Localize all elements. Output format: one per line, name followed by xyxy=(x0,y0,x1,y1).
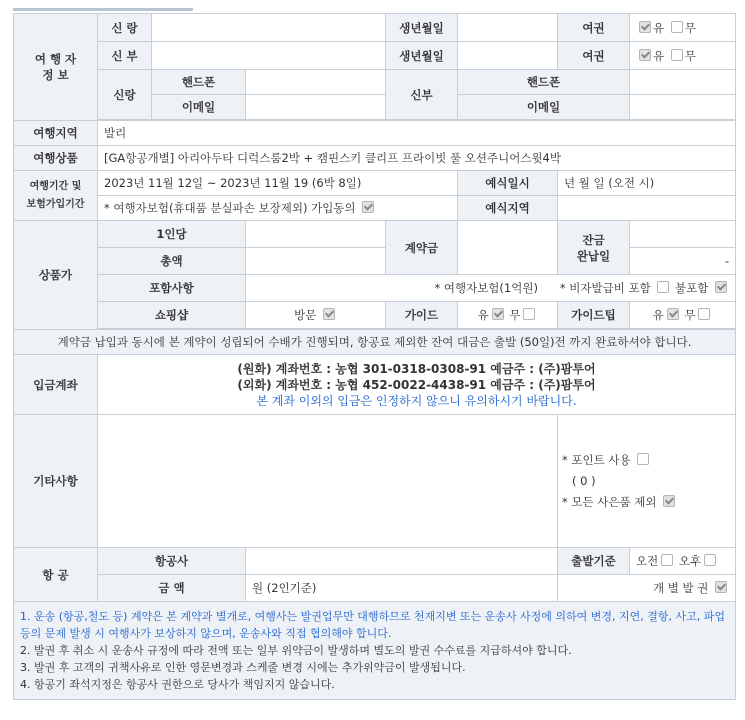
separate-ticket-row xyxy=(558,575,736,602)
balance-date-field[interactable]: - xyxy=(630,248,736,275)
bank-warning: 본 계좌 이외의 입금은 인정하지 않으니 유의하시기 바랍니다. xyxy=(256,393,577,408)
bride-label: 신 부 xyxy=(98,42,152,70)
guide-tip-options: 유 무 xyxy=(630,302,736,329)
shopping-visit-checkbox[interactable] xyxy=(323,308,335,320)
bride-dob-field[interactable] xyxy=(458,42,558,70)
guide-yes-checkbox[interactable] xyxy=(492,308,504,320)
departure-options: 오전 오후 xyxy=(630,548,736,575)
product-label: 여행상품 xyxy=(14,146,98,171)
groom-passport-options: 유 무 xyxy=(630,14,736,42)
guide-options: 유 무 xyxy=(458,302,558,329)
includes-visa: * 비자발급비 포함 xyxy=(559,281,651,295)
balance-label: 잔금 완납일 xyxy=(558,221,630,275)
groom-phone-field[interactable] xyxy=(246,70,386,95)
bride-email-label: 이메일 xyxy=(458,95,630,120)
contract-notice: 계약금 납입과 동시에 본 계약이 성립되어 수배가 진행되며, 항공료 제외한 잔여 대금은 출발 (50일)전 까지 완료하셔야 합니다. xyxy=(14,330,736,355)
groom-dob-field[interactable] xyxy=(458,14,558,42)
guide-tip-label: 가이드팁 xyxy=(558,302,630,329)
groom-contact-label: 신랑 xyxy=(98,70,152,120)
region-label: 여행지역 xyxy=(14,121,98,146)
groom-passport-yes-checkbox[interactable] xyxy=(639,21,651,33)
note-item: 3. 발권 후 고객의 귀책사유로 인한 영문변경과 스케줄 변경 시에는 추가위약금이 발생됩니다. xyxy=(20,661,466,674)
point-value: ( 0 ) xyxy=(572,473,596,488)
bride-name-field[interactable] xyxy=(152,42,386,70)
top-divider xyxy=(13,0,735,3)
point-use-label: * 포인트 사용 xyxy=(562,452,631,467)
note-item: 2. 발권 후 취소 시 운송사 규정에 따라 전액 또는 일부 위약금이 발생하며 별도의 발권 수수료를 지급하셔야 합니다. xyxy=(20,644,572,657)
all-gifts-excluded-checkbox[interactable] xyxy=(663,495,675,507)
ceremony-date-value[interactable]: 년 월 일 (오전 시) xyxy=(558,171,736,196)
bride-passport-options: 유 무 xyxy=(630,42,736,70)
includes-insurance: * 여행자보험(1억원) xyxy=(434,281,538,295)
note-item: 1. 운송 (항공,철도 등) 계약은 본 계약과 별개로, 여행사는 발권업무만 대행하므로 천재지변 또는 운송사 사정에 의하여 변경, 지연, 결항, 사고, 파업 등의 문제 발생 시 여행사가 보상하지 않으며, 운송사와 직접 협의해야 합니다. xyxy=(20,610,726,640)
not-included-label: 불포함 xyxy=(675,281,709,295)
per-person-label: 1인당 xyxy=(98,221,246,248)
guide-no-checkbox[interactable] xyxy=(523,308,535,320)
insurance-agree-checkbox[interactable] xyxy=(362,201,374,213)
period-label: 여행기간 및 보험가입기간 xyxy=(14,171,98,221)
guide-tip-no-checkbox[interactable] xyxy=(698,308,710,320)
amount-value: 원 (2인기준) xyxy=(246,575,558,602)
groom-label: 신 랑 xyxy=(98,14,152,42)
ceremony-date-label: 예식일시 xyxy=(458,171,558,196)
includes-options xyxy=(246,275,736,302)
amount-label: 금 액 xyxy=(98,575,246,602)
departure-label: 출발기준 xyxy=(558,548,630,575)
guide-label: 가이드 xyxy=(386,302,458,329)
insurance-agree-label: * 여행자보험(휴대품 분실파손 보장제외) 가입동의 xyxy=(104,201,356,215)
etc-label: 기타사항 xyxy=(14,415,98,548)
bank-label: 입금계좌 xyxy=(14,355,98,415)
notes-box xyxy=(14,602,736,700)
groom-email-field[interactable] xyxy=(246,95,386,120)
per-person-field[interactable] xyxy=(246,221,386,248)
groom-dob-label: 생년월일 xyxy=(386,14,458,42)
ceremony-place-label: 예식지역 xyxy=(458,196,558,221)
insurance-agree-row xyxy=(98,196,458,221)
visa-included-checkbox[interactable] xyxy=(657,281,669,293)
price-section-label: 상품가 xyxy=(14,221,98,330)
period-value: 2023년 11월 12일 ~ 2023년 11월 19 (6박 8일) xyxy=(98,171,458,196)
all-gifts-excluded-label: * 모든 사은품 제외 xyxy=(562,494,657,509)
product-value: [GA항공개별] 아리아두타 디럭스룸2박 + 캠핀스키 클리프 프라이빗 풀 오션주니어스윗4박 xyxy=(98,146,736,171)
bank-info xyxy=(98,355,736,415)
bride-passport-no-checkbox[interactable] xyxy=(671,49,683,61)
shopping-label: 쇼핑샵 xyxy=(98,302,246,329)
separate-ticket-label: 개 별 발 권 xyxy=(652,581,709,595)
groom-name-field[interactable] xyxy=(152,14,386,42)
note-item: 4. 항공기 좌석지정은 항공사 권한으로 당사가 책임지지 않습니다. xyxy=(20,678,335,691)
bank-line-krw: (원화) 계좌번호 : 농협 301-0318-0308-91 예금주 : (주)팜투어 xyxy=(237,361,596,376)
bride-passport-label: 여권 xyxy=(558,42,630,70)
contract-form xyxy=(13,13,736,700)
bride-dob-label: 생년월일 xyxy=(386,42,458,70)
groom-passport-label: 여권 xyxy=(558,14,630,42)
airline-label: 항공사 xyxy=(98,548,246,575)
visa-not-included-checkbox[interactable] xyxy=(715,281,727,293)
groom-email-label: 이메일 xyxy=(152,95,246,120)
bride-email-field[interactable] xyxy=(630,95,736,120)
bank-line-foreign: (외화) 계좌번호 : 농협 452-0022-4438-91 예금주 : (주)팜투어 xyxy=(237,377,596,392)
total-field[interactable] xyxy=(246,248,386,275)
departure-am-checkbox[interactable] xyxy=(661,554,673,566)
airline-field[interactable] xyxy=(246,548,558,575)
shopping-visit-options: 방문 xyxy=(246,302,386,329)
ceremony-place-field[interactable] xyxy=(558,196,736,221)
region-value: 발리 xyxy=(98,121,736,146)
bride-phone-field[interactable] xyxy=(630,70,736,95)
etc-options xyxy=(558,415,736,548)
point-use-checkbox[interactable] xyxy=(637,453,649,465)
deposit-label: 계약금 xyxy=(386,221,458,275)
guide-tip-yes-checkbox[interactable] xyxy=(667,308,679,320)
balance-amount-field[interactable] xyxy=(630,221,736,248)
etc-textarea[interactable] xyxy=(98,415,558,548)
bride-contact-label: 신부 xyxy=(386,70,458,120)
deposit-field[interactable] xyxy=(458,221,558,275)
groom-passport-no-checkbox[interactable] xyxy=(671,21,683,33)
total-label: 총액 xyxy=(98,248,246,275)
air-section-label: 항 공 xyxy=(14,548,98,602)
groom-phone-label: 핸드폰 xyxy=(152,70,246,95)
bride-phone-label: 핸드폰 xyxy=(458,70,630,95)
traveler-section-label: 여 행 자 정 보 xyxy=(14,14,98,121)
bride-passport-yes-checkbox[interactable] xyxy=(639,49,651,61)
separate-ticket-checkbox[interactable] xyxy=(715,581,727,593)
departure-pm-checkbox[interactable] xyxy=(704,554,716,566)
includes-label: 포함사항 xyxy=(98,275,246,302)
